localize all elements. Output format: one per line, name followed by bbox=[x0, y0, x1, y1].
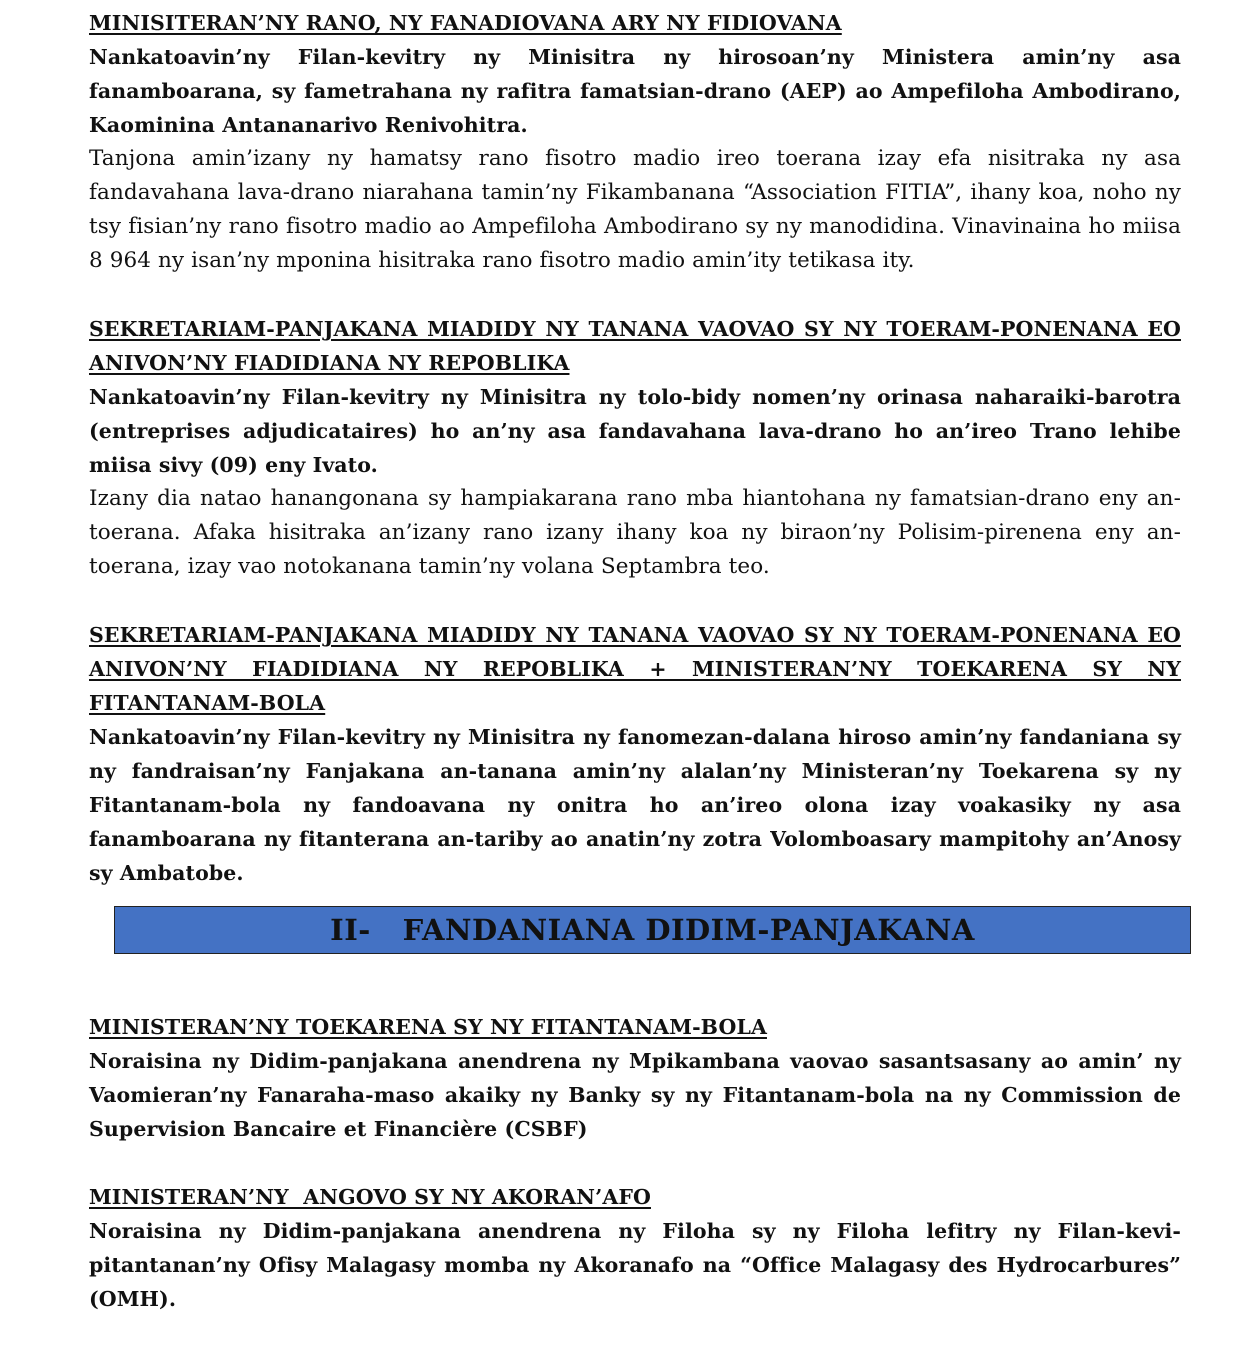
section-ministry-energy bbox=[89, 1180, 1181, 1316]
decision-text: Nankatoavin’ny Filan-kevitry ny Minisitra ny hirosoan’ny Ministera amin’ny asa fanamboarana, sy fametrahana ny rafitra famatsian-drano (AEP) ao Ampefiloha Ambodirano, Kaominina Antananarivo Renivohitra. bbox=[89, 45, 1181, 137]
section-secretariat-new-cities bbox=[89, 312, 1181, 584]
decision-text: Nankatoavin’ny Filan-kevitry ny Minisitra ny fanomezan-dalana hiroso amin’ny fandaniana sy ny fandraisan’ny Fanjakana an-tanana amin’ny alalan’ny Ministeran’ny Toekarena sy ny Fitantanam-bola ny fandoavana ny onitra ho an’ireo olona izay voakasiky ny asa fanamboarana ny fitanterana an-tariby ao anatin’ny zotra Volomboasary mampitohy an’Anosy sy Ambatobe. bbox=[89, 725, 1181, 885]
decree-text: Noraisina ny Didim-panjakana anendrena ny Mpikambana vaovao sasantsasany ao amin’ ny Vaomieran’ny Fanaraha-maso akaiky ny Banky sy ny Fitantanam-bola na ny Commission de Supervision Bancaire et Financière (CSBF) bbox=[89, 1049, 1181, 1141]
decree-text: Noraisina ny Didim-panjakana anendrena ny Filoha sy ny Filoha lefitry ny Filan-kevi-pitantanan’ny Ofisy Malagasy momba ny Akoranafo na “Office Malagasy des Hydrocarbures” (OMH). bbox=[89, 1219, 1181, 1311]
document-page bbox=[89, 6, 1181, 1316]
section-heading: MINISTERAN’NY ANGOVO SY NY AKORAN’AFO bbox=[89, 1185, 651, 1209]
section-heading: SEKRETARIAM-PANJAKANA MIADIDY NY TANANA VAOVAO SY NY TOERAM-PONENANA EO ANIVON’NY FIADIDIANA NY REPOBLIKA + MINISTERAN’NY TOEKARENA SY NY FITANTANAM-BOLA bbox=[89, 623, 1181, 715]
section-ministry-water bbox=[89, 6, 1181, 278]
section-banner bbox=[114, 906, 1191, 954]
decision-text: Nankatoavin’ny Filan-kevitry ny Minisitra ny tolo-bidy nomen’ny orinasa naharaiki-barotra (entreprises adjudicataires) ho an’ny asa fandavahana lava-drano ho an’ireo Trano lehibe miisa sivy (09) eny Ivato. bbox=[89, 385, 1181, 477]
section-banner-wrapper bbox=[89, 890, 1181, 1010]
section-heading: SEKRETARIAM-PANJAKANA MIADIDY NY TANANA VAOVAO SY NY TOERAM-PONENANA EO ANIVON’NY FIADIDIANA NY REPOBLIKA bbox=[89, 317, 1181, 375]
section-secretariat-and-economy bbox=[89, 618, 1181, 890]
section-ministry-economy bbox=[89, 1010, 1181, 1146]
explanation-text: Tanjona amin’izany ny hamatsy rano fisotro madio ireo toerana izay efa nisitraka ny asa fandavahana lava-drano niarahana tamin’ny Fikambanana “Association FITIA”, ihany koa, noho ny tsy fisian’ny rano fisotro madio ao Ampefiloha Ambodirano sy ny manodidina. Vinavinaina ho miisa 8 964 ny isan’ny mponina hisitraka rano fisotro madio amin’ity tetikasa ity. bbox=[89, 146, 1181, 273]
section-heading: MINISTERAN’NY TOEKARENA SY NY FITANTANAM-BOLA bbox=[89, 1015, 767, 1039]
explanation-text: Izany dia natao hanangonana sy hampiakarana rano mba hiantohana ny famatsian-drano eny an-toerana. Afaka hisitraka an’izany rano izany ihany koa ny biraon’ny Polisim-pirenena eny an-toerana, izay vao notokanana tamin’ny volana Septambra teo. bbox=[89, 486, 1181, 579]
banner-title: FANDANIANA DIDIM-PANJAKANA bbox=[402, 913, 975, 947]
banner-number: II- bbox=[330, 913, 371, 947]
section-heading: MINISITERAN’NY RANO, NY FANADIOVANA ARY NY FIDIOVANA bbox=[89, 11, 842, 35]
